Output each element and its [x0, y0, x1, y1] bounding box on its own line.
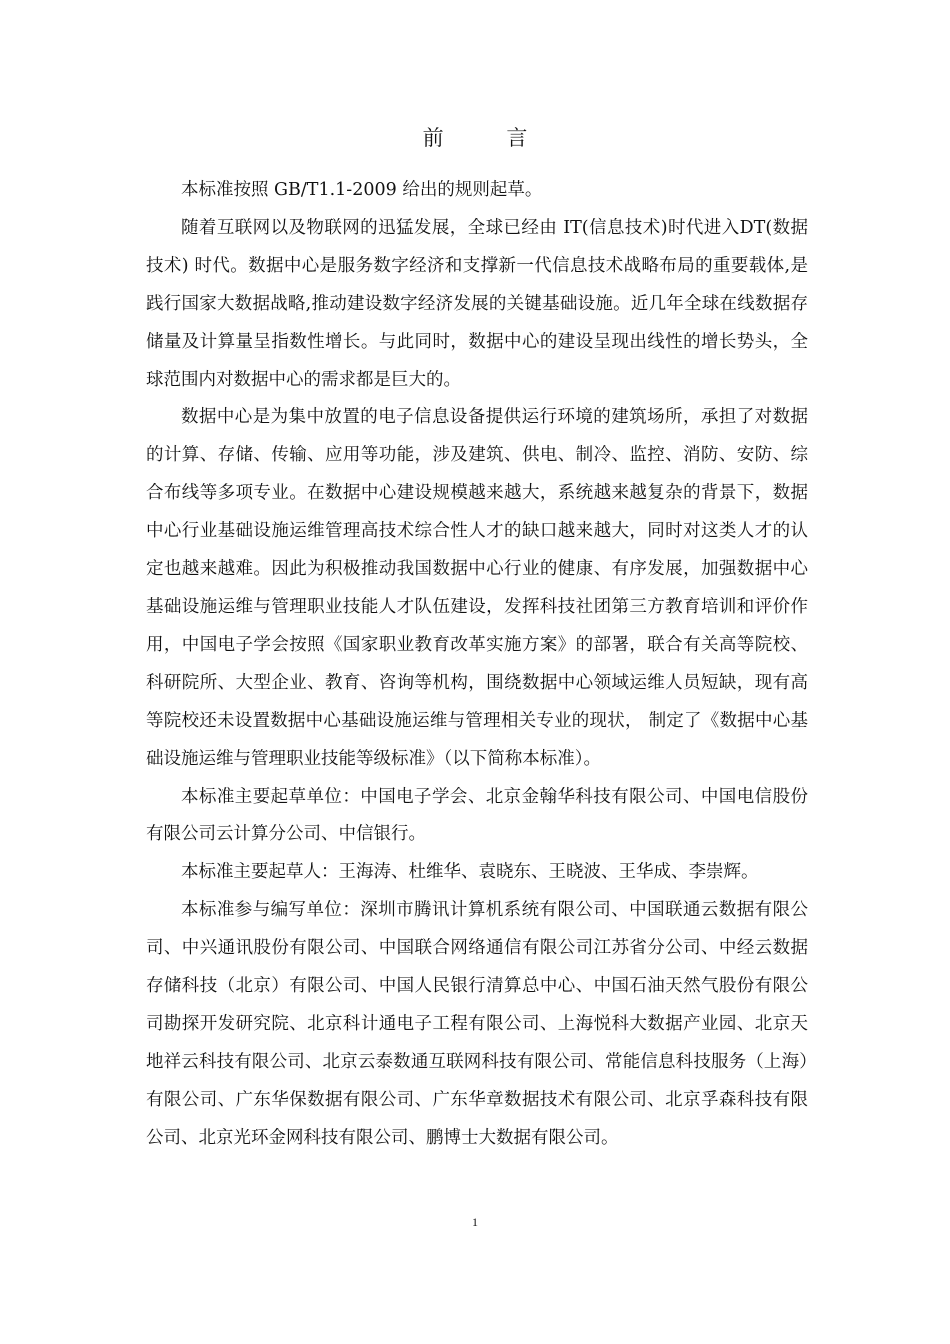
paragraph-main-drafting-units: 本标准主要起草单位：中国电子学会、北京金翰华科技有限公司、中国电信股份有限公司云计算分公司、中信银行。 [146, 786, 808, 845]
page-number: 1 [472, 1215, 478, 1229]
paragraph-background: 随着互联网以及物联网的迅猛发展，全球已经由 IT(信息技术)时代进入DT(数据技术) 时代。数据中心是服务数字经济和支撑新一代信息技术战略布局的重要载体,是践行国家大数据战略,推动建设数字经济发展的关键基础设施。近几年全球在线数据存储量及计算量呈指数性增长。与此同时，数据中心的建设呈现出线性的增长势头，全球范围内对数据中心的需求都是巨大的。 [146, 217, 808, 390]
paragraph-main-drafters: 本标准主要起草人：王海涛、杜维华、袁晓东、王晓波、王华成、李崇辉。 [181, 862, 759, 883]
paragraph-drafting-rules: 本标准按照 GB/T1.1-2009 给出的规则起草。 [181, 180, 543, 200]
paragraph-participating-units: 本标准参与编写单位：深圳市腾讯计算机系统有限公司、中国联通云数据有限公司、中兴通讯股份有限公司、中国联合网络通信有限公司江苏省分公司、中经云数据存储科技（北京）有限公司、中国人民银行清算总中心、中国石油天然气股份有限公司勘探开发研究院、北京科计通电子工程有限公司、上海悦科大数据产业园、北京天地祥云科技有限公司、北京云泰数通互联网科技有限公司、常能信息科技服务（上海）有限公司、广东华保数据有限公司、广东华章数据技术有限公司、北京孚森科技有限公司、北京光环金网科技有限公司、鹏博士大数据有限公司。 [146, 900, 808, 1148]
page-title: 前 言 [422, 126, 556, 150]
body-text [146, 172, 808, 1158]
paragraph-data-center-overview: 数据中心是为集中放置的电子信息设备提供运行环境的建筑场所，承担了对数据的计算、存储、传输、应用等功能，涉及建筑、供电、制冷、监控、消防、安防、综合布线等多项专业。在数据中心建设规模越来越大，系统越来越复杂的背景下，数据中心行业基础设施运维管理高技术综合性人才的缺口越来越大，同时对这类人才的认定也越来越难。因此为积极推动我国数据中心行业的健康、有序发展，加强数据中心基础设施运维与管理职业技能人才队伍建设，发挥科技社团第三方教育培训和评价作用，中国电子学会按照《国家职业教育改革实施方案》的部署，联合有关高等院校、科研院所、大型企业、教育、咨询等机构，围绕数据中心领域运维人员短缺，现有高等院校还未设置数据中心基础设施运维与管理相关专业的现状， 制定了《数据中心基础设施运维与管理职业技能等级标准》（以下简称本标准）。 [146, 407, 808, 769]
